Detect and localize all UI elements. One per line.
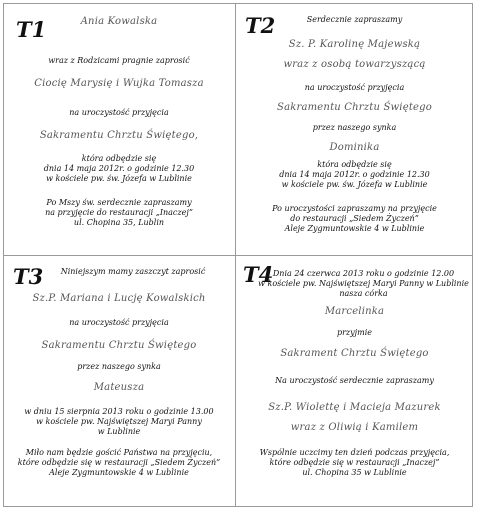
details-line: w kościele pw. Najświętszej Maryi Panny xyxy=(36,417,202,426)
child-name: Marcelinka xyxy=(324,306,385,317)
details-line: Aleje Zygmuntowskie 4 w Lublinie xyxy=(49,468,189,477)
template-t1-panel[interactable] xyxy=(3,3,235,255)
reception-details xyxy=(3,448,235,478)
details-line: ul. Chopina 35 w Lublinie xyxy=(302,468,407,477)
details-line: w Lublinie xyxy=(97,427,141,436)
details-line: do restauracji „Siedem Życzeń” xyxy=(290,214,419,223)
details-line: na przyjęcie do restauracji „Inaczej” xyxy=(45,208,193,217)
sacrament-line: Sakramentu Chrztu Świętego xyxy=(277,102,432,113)
child-name: Ania Kowalska xyxy=(80,16,158,27)
guest-line: Sz. P. Karolinę Majewską xyxy=(288,39,421,50)
guests-line: Ciocię Marysię i Wujka Tomasza xyxy=(34,78,204,89)
template-label: T4 xyxy=(243,262,274,287)
occasion-line: na uroczystość przyjęcia xyxy=(69,318,169,327)
details-line: w dniu 15 sierpnia 2013 roku o godzinie 13.00 xyxy=(24,407,214,416)
template-label: T1 xyxy=(16,17,47,42)
intro-line: Niniejszym mamy zaszczyt zaprosić xyxy=(60,267,206,276)
details-line: Miło nam będzie gościć Państwa na przyjęciu, xyxy=(25,448,213,457)
details-line: w kościele pw. Najświętszej Maryi Panny w Lublinie xyxy=(258,279,469,288)
son-intro-line: przez naszego synka xyxy=(77,362,161,371)
details-line: które odbędzie się w restauracji „Inaczej” xyxy=(269,458,440,467)
details-line: Po uroczystości zapraszamy na przyjęcie xyxy=(272,204,437,213)
companion-line: wraz z osobą towarzyszącą xyxy=(283,59,426,70)
guests-line: Sz.P. Wiolettę i Macieja Mazurek xyxy=(268,402,441,413)
sacrament-line: Sakramentu Chrztu Świętego xyxy=(41,340,197,351)
template-t4-panel[interactable] xyxy=(236,256,473,507)
occasion-line: na uroczystość przyjęcia xyxy=(69,108,169,117)
template-label: T3 xyxy=(13,264,44,289)
sacrament-line: Sakrament Chrztu Świętego xyxy=(280,348,429,359)
template-label: T2 xyxy=(245,13,276,38)
details-line: która odbędzie się xyxy=(317,160,392,169)
ceremony-details xyxy=(3,154,235,184)
invite-line: wraz z Rodzicami pragnie zaprosić xyxy=(48,56,190,65)
details-line: nasza córka xyxy=(339,289,388,298)
details-line: dnia 14 maja 2012r. o godzinie 12.30 xyxy=(43,164,195,173)
sacrament-line: Sakramentu Chrztu Świętego, xyxy=(39,130,199,141)
child-name: Mateusza xyxy=(93,382,145,393)
invite-line: Na uroczystość serdecznie zapraszamy xyxy=(275,376,434,385)
details-line: Aleje Zygmuntowskie 4 w Lublinie xyxy=(284,224,425,233)
details-line: która odbędzie się xyxy=(81,154,157,163)
son-intro-line: przez naszego synka xyxy=(312,123,397,132)
details-line: Po Mszy św. serdecznie zapraszamy xyxy=(46,198,192,207)
details-line: Dnia 24 czerwca 2013 roku o godzinie 12.00 xyxy=(272,269,455,278)
details-line: dnia 14 maja 2012r. o godzinie 12.30 xyxy=(279,170,430,179)
details-line: w kościele pw. św. Józefa w Lublinie xyxy=(281,180,428,189)
template-t3-panel[interactable] xyxy=(3,256,235,507)
template-t2-panel[interactable] xyxy=(236,3,473,255)
occasion-line: na uroczystość przyjęcia xyxy=(304,83,405,92)
guests-line: Sz.P. Mariana i Lucję Kowalskich xyxy=(32,293,206,304)
details-line: które odbędzie się w restauracji „Siedem Życzeń” xyxy=(17,458,221,467)
reception-details xyxy=(236,204,473,234)
details-line: Wspólnie uczcimy ten dzień podczas przyjęcia, xyxy=(259,448,450,457)
receives-line: przyjmie xyxy=(336,328,373,337)
reception-details xyxy=(236,448,473,478)
ceremony-details xyxy=(3,407,235,437)
reception-details xyxy=(3,198,235,228)
ceremony-details xyxy=(236,160,473,190)
details-line: ul. Chopina 35, Lublin xyxy=(73,218,165,227)
guests-line-2: wraz z Oliwią i Kamilem xyxy=(290,422,419,433)
greeting-line: Serdecznie zapraszamy xyxy=(306,15,403,24)
details-line: w kościele pw. św. Józefa w Lublinie xyxy=(46,174,192,183)
ceremony-details xyxy=(254,269,473,299)
child-name: Dominika xyxy=(329,142,380,153)
